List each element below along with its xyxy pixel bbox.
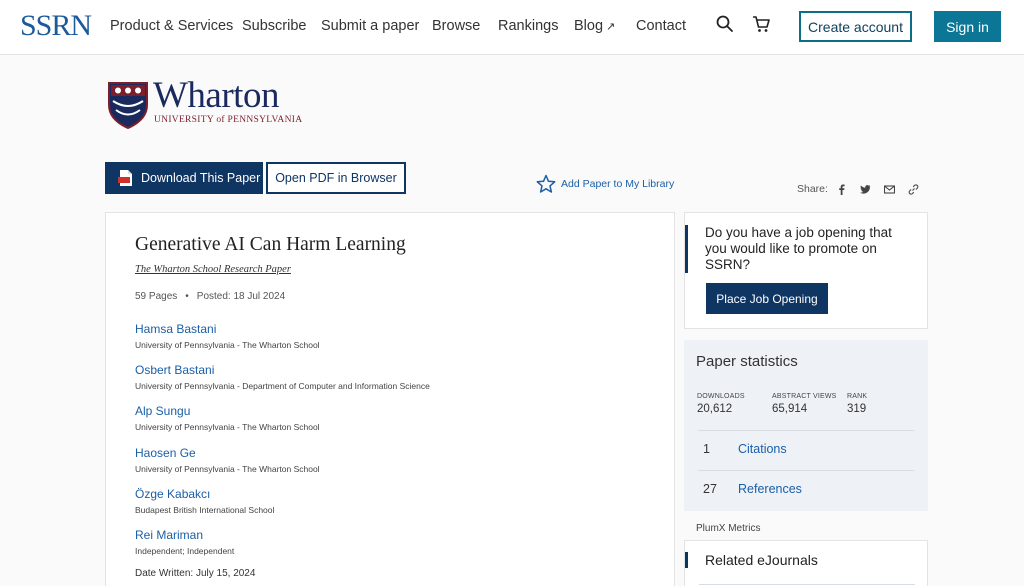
- citations-link[interactable]: Citations: [738, 442, 787, 456]
- paper-details-card: [105, 212, 675, 586]
- author-entry: [135, 446, 320, 475]
- add-to-library-label: Add Paper to My Library: [561, 178, 675, 190]
- references-link[interactable]: References: [738, 482, 802, 496]
- star-icon: [536, 174, 556, 194]
- institution-name: Wharton: [153, 75, 279, 116]
- author-name-link[interactable]: Özge Kabakcı: [135, 487, 211, 501]
- email-icon[interactable]: [884, 184, 895, 195]
- job-promo-card: [684, 212, 928, 329]
- stat-downloads: [697, 393, 745, 415]
- references-count: 27: [703, 482, 717, 496]
- author-entry: [135, 487, 274, 516]
- top-navigation: [0, 0, 1024, 55]
- posted-date: Posted: 18 Jul 2024: [196, 291, 286, 302]
- paper-meta: 59 Pages • Posted: 18 Jul 2024: [135, 291, 286, 302]
- author-name-link[interactable]: Osbert Bastani: [135, 363, 215, 377]
- paper-series-link[interactable]: The Wharton School Research Paper: [135, 264, 291, 275]
- open-pdf-button[interactable]: Open PDF in Browser: [266, 162, 406, 194]
- stats-divider: [698, 430, 914, 431]
- author-name-link[interactable]: Alp Sungu: [135, 404, 191, 418]
- facebook-icon[interactable]: [836, 184, 847, 195]
- paper-statistics-card: [684, 340, 928, 511]
- pdf-icon: [118, 169, 134, 187]
- stat-value: 20,612: [697, 403, 733, 415]
- author-name-link[interactable]: Hamsa Bastani: [135, 322, 217, 336]
- plumx-metrics-link[interactable]: PlumX Metrics: [696, 523, 761, 534]
- author-name-link[interactable]: Haosen Ge: [135, 446, 196, 460]
- share-bar: [797, 183, 932, 195]
- penn-shield-icon: [107, 81, 149, 129]
- stat-label: RANK: [847, 393, 868, 400]
- cart-icon[interactable]: [751, 14, 771, 34]
- paper-title: Generative AI Can Harm Learning: [135, 234, 406, 255]
- stat-abstract-views: [772, 393, 837, 415]
- download-paper-label: Download This Paper: [141, 171, 261, 185]
- ejournals-divider: [699, 584, 915, 585]
- references-row: [703, 482, 802, 496]
- nav-blog[interactable]: [574, 17, 615, 36]
- author-affiliation: University of Pennsylvania - The Wharton School: [135, 422, 320, 432]
- author-affiliation: Independent; Independent: [135, 546, 235, 556]
- nav-blog-label: Blog: [574, 18, 604, 34]
- job-promo-text: Do you have a job opening that you would like to promote on SSRN?: [685, 225, 915, 273]
- author-entry: [135, 322, 320, 351]
- institution-logo[interactable]: [107, 75, 307, 131]
- twitter-icon[interactable]: [860, 184, 871, 195]
- author-name-link[interactable]: Rei Mariman: [135, 528, 204, 542]
- related-ejournals-title: Related eJournals: [685, 552, 818, 568]
- related-ejournals-card: [684, 540, 928, 586]
- citations-count: 1: [703, 442, 710, 456]
- share-label: Share:: [797, 183, 828, 195]
- institution-subtitle: UNIVERSITY of PENNSYLVANIA: [154, 115, 303, 125]
- stat-label: DOWNLOADS: [697, 393, 745, 400]
- nav-submit-paper[interactable]: Submit a paper: [321, 18, 420, 34]
- ssrn-logo[interactable]: SSRN: [20, 9, 92, 42]
- author-affiliation: Budapest British International School: [135, 505, 275, 515]
- nav-rankings[interactable]: Rankings: [498, 18, 559, 34]
- author-affiliation: University of Pennsylvania - Department of Computer and Information Science: [135, 381, 430, 391]
- link-icon[interactable]: [908, 184, 919, 195]
- author-entry: [135, 404, 320, 433]
- citations-row: [703, 442, 787, 456]
- nav-product-services[interactable]: Product & Services: [110, 18, 234, 34]
- stat-rank: [847, 393, 867, 415]
- nav-contact[interactable]: Contact: [636, 18, 686, 34]
- stats-title: Paper statistics: [696, 353, 798, 370]
- stat-value: 65,914: [772, 403, 808, 415]
- author-entry: [135, 528, 234, 557]
- page-count: 59 Pages: [135, 291, 178, 302]
- sign-in-button[interactable]: Sign in: [934, 11, 1001, 42]
- date-written: Date Written: July 15, 2024: [135, 568, 256, 579]
- place-job-opening-button[interactable]: Place Job Opening: [706, 283, 828, 314]
- author-affiliation: University of Pennsylvania - The Wharton School: [135, 340, 320, 350]
- add-to-library-link[interactable]: [536, 174, 674, 194]
- author-entry: [135, 363, 430, 392]
- download-paper-button[interactable]: [105, 162, 263, 194]
- author-affiliation: University of Pennsylvania - The Wharton School: [135, 464, 320, 474]
- create-account-button[interactable]: Create account: [799, 11, 912, 42]
- stats-divider: [698, 470, 914, 471]
- stat-value: 319: [847, 403, 867, 415]
- nav-browse[interactable]: Browse: [432, 18, 481, 34]
- search-icon[interactable]: [715, 14, 735, 34]
- stat-label: ABSTRACT VIEWS: [772, 393, 837, 400]
- external-link-icon: ↗: [606, 21, 616, 33]
- nav-subscribe[interactable]: Subscribe: [242, 18, 307, 34]
